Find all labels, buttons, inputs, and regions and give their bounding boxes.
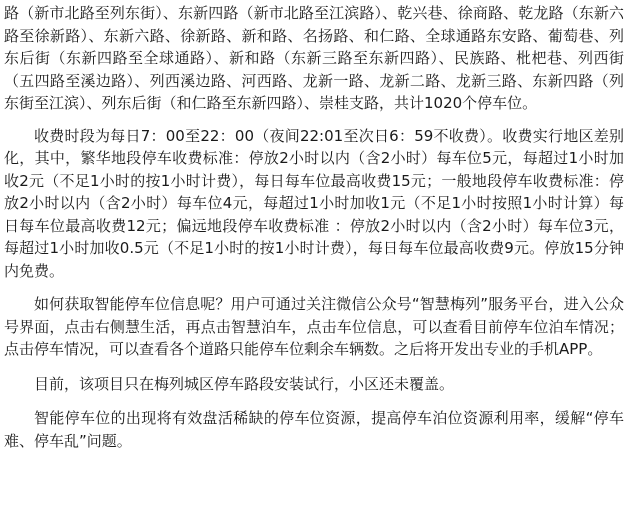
- paragraph-conclusion: 智能停车位的出现将有效盘活稀缺的停车位资源，提高停车泊位资源利用率，缓解“停车难、停车乱”问题。: [4, 409, 624, 450]
- paragraph-how-to-get-info: 如何获取智能停车位信息呢？用户可通过关注微信公众号“智慧梅列”服务平台，进入公众号界面，点击右侧慧生活，再点击智慧泊车，点击车位信息，可以查看目前停车位泊车情况；点击停车情况，可以查看各个道路只能停车位剩余车辆数。之后将开发出专业的手机APP。: [4, 295, 624, 358]
- paragraph-current-coverage: 目前，该项目只在梅列城区停车路段安装试行，小区还未覆盖。: [34, 374, 455, 393]
- paragraph-road-list: 路（新市北路至列东街）、东新四路（新市北路至江滨路）、乾兴巷、徐商路、乾龙路（东新六路至徐新路）、东新六路、徐新路、新和路、名扬路、和仁路、全球通路东安路、葡萄巷、列东后街（东新四路至全球通路）、新和路（东新三路至东新四路）、民族路、枇杷巷、列西街（五四路至溪边路）、列西溪边路、河西路、龙新一路、龙新二路、龙新三路、东新四路（列东街至江滨）、列东后街（和仁路至东新四路）、崇桂支路，共计1020个停车位。: [4, 4, 624, 112]
- paragraph-fee-standards: 收费时段为每日7：00至22：00（夜间22:01至次日6：59不收费）。收费实行地区差别化，其中，繁华地段停车收费标准：停放2小时以内（含2小时）每车位5元，每超过1小时加收2元（不足1小时的按1小时计费），每日每车位最高收费15元；一般地段停车收费标准：停放2小时以内（含2小时）每车位4元，每超过1小时加收1元（不足1小时按照1小时计算）每日每车位最高收费12元；偏远地段停车收费标准 ：停放2小时以内（含2小时）每车位3元，每超过1小时加收0.5元（不足1小时的按1小时计费），每日每车位最高收费9元。停放15分钟内免费。: [4, 126, 624, 280]
